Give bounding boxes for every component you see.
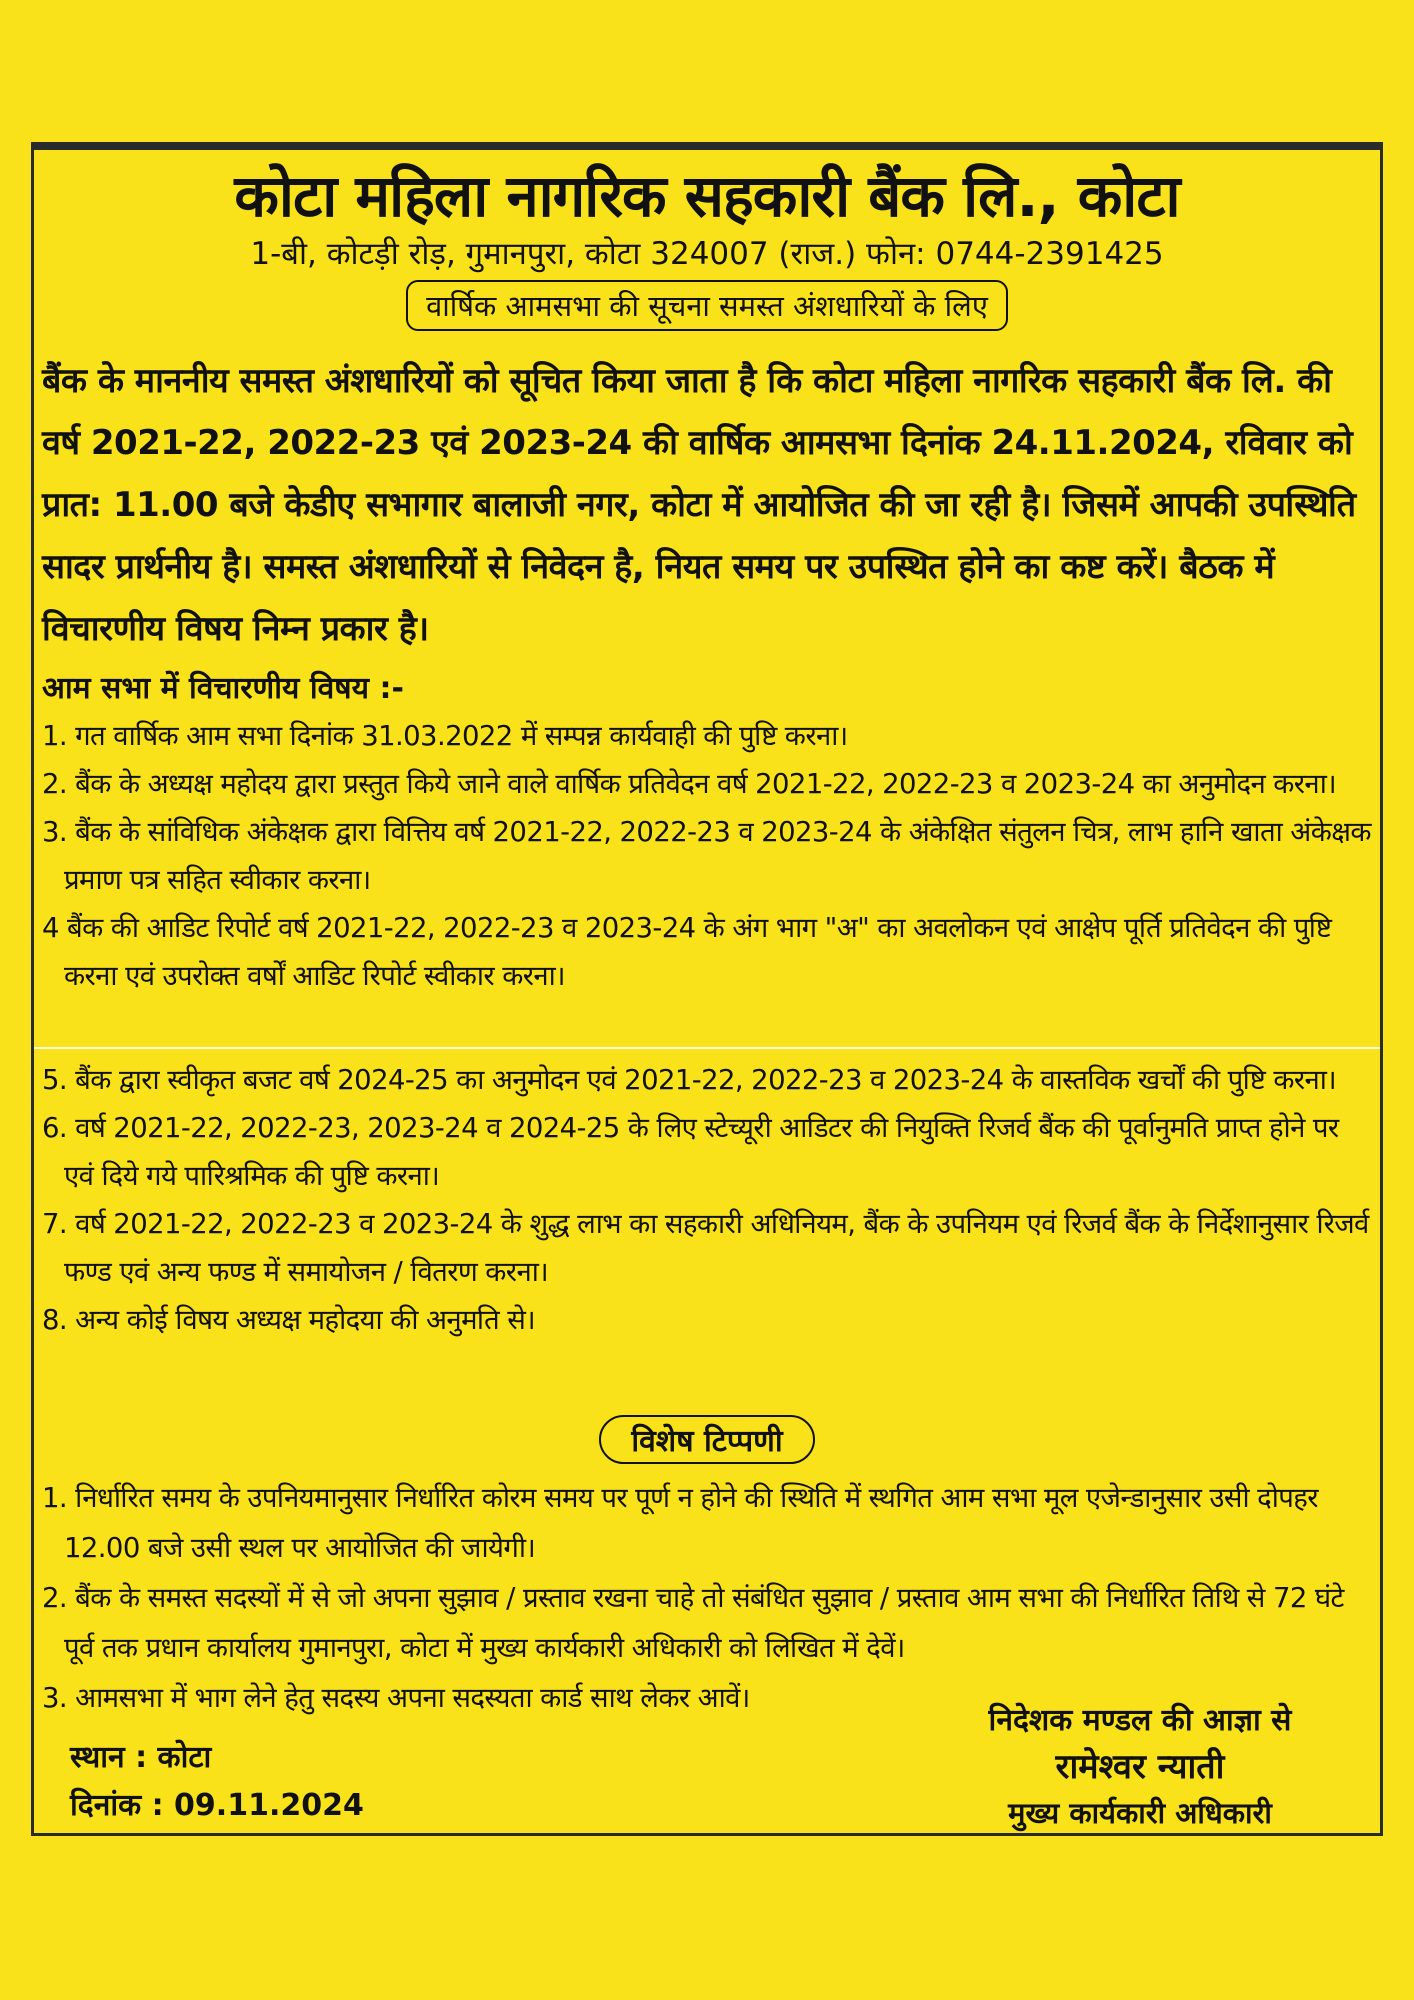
- signatory-designation: मुख्य कार्यकारी अधिकारी: [1008, 1796, 1272, 1830]
- bank-address: 1-बी, कोटड़ी रोड़, गुमानपुरा, कोटा 324007 (राज.) फोन: 0744-2391425: [250, 236, 1164, 272]
- bank-name-heading: कोटा महिला नागरिक सहकारी बैंक लि., कोटा: [234, 162, 1180, 230]
- special-notes-heading-wrap: [34, 1415, 1380, 1464]
- agenda-item: 3. बैंक के सांविधिक अंकेक्षक द्वारा वित्तिय वर्ष 2021-22, 2022-23 व 2023-24 के अंकेक्षित संतुलन चित्र, लाभ हानि खाता अंकेक्षक प्रमाण पत्र सहित स्वीकार करना।: [42, 816, 1371, 896]
- agenda-item: 8. अन्य कोई विषय अध्यक्ष महोदया की अनुमति से।: [42, 1304, 536, 1336]
- agenda-list-part-1: [40, 712, 1374, 1000]
- special-note-item: 1. निर्धारित समय के उपनियमानुसार निर्धारित कोरम समय पर पूर्ण न होने की स्थिति में स्थगित आम सभा मूल एजेन्डानुसार उसी दोपहर 12.00 बजे उसी स्थल पर आयोजित की जायेगी।: [42, 1482, 1318, 1564]
- agenda-item: 6. वर्ष 2021-22, 2022-23, 2023-24 व 2024-25 के लिए स्टेच्यूरी आडिटर की नियुक्ति रिजर्व बैंक की पूर्वानुमति प्राप्त होने पर एवं दिये गये पारिश्रमिक की पुष्टि करना।: [42, 1112, 1339, 1192]
- special-note-item: 3. आमसभा में भाग लेने हेतु सदस्य अपना सदस्यता कार्ड साथ लेकर आवें।: [42, 1682, 750, 1714]
- date-label: दिनांक : 09.11.2024: [70, 1788, 364, 1823]
- notice-title-wrap: [34, 280, 1380, 331]
- notice-panel: [31, 142, 1383, 1836]
- divider: [34, 1047, 1380, 1049]
- agenda-heading: आम सभा में विचारणीय विषय :-: [42, 671, 404, 706]
- agenda-item: 2. बैंक के अध्यक्ष महोदय द्वारा प्रस्तुत किये जाने वाले वार्षिक प्रतिवेदन वर्ष 2021-22, 2022-23 व 2023-24 का अनुमोदन करना।: [42, 768, 1337, 800]
- by-order-text: निदेशक मण्डल की आज्ञा से: [988, 1703, 1292, 1738]
- agenda-item: 5. बैंक द्वारा स्वीकृत बजट वर्ष 2024-25 का अनुमोदन एवं 2021-22, 2022-23 व 2023-24 के वास्तविक खर्चों की पुष्टि करना।: [42, 1064, 1337, 1096]
- signatory-name: रामेश्वर न्याती: [1055, 1747, 1225, 1787]
- special-notes-heading: विशेष टिप्पणी: [599, 1415, 814, 1464]
- special-notes-list: [40, 1473, 1374, 1723]
- agenda-item: 1. गत वार्षिक आम सभा दिनांक 31.03.2022 में सम्पन्न कार्यवाही की पुष्टि करना।: [42, 720, 848, 752]
- notice-title: वार्षिक आमसभा की सूचना समस्त अंशधारियों के लिए: [406, 280, 1008, 331]
- place-label: स्थान : कोटा: [70, 1740, 212, 1775]
- intro-paragraph: बैंक के माननीय समस्त अंशधारियों को सूचित किया जाता है कि कोटा महिला नागरिक सहकारी बैंक लि. की वर्ष 2021-22, 2022-23 एवं 2023-24 की वार्षिक आमसभा दिनांक 24.11.2024, रविवार को प्रात: 11.00 बजे केडीए सभागार बालाजी नगर, कोटा में आयोजित की जा रही है। जिसमें आपकी उपस्थिति सादर प्रार्थनीय है। समस्त अंशधारियों से निवेदन है, नियत समय पर उपस्थित होने का कष्ट करें। बैठक में विचारणीय विषय निम्न प्रकार है।: [42, 361, 1356, 649]
- signature-block: [930, 1698, 1350, 1836]
- special-note-item: 2. बैंक के समस्त सदस्यों में से जो अपना सुझाव / प्रस्ताव रखना चाहे तो संबंधित सुझाव / प्रस्ताव आम सभा की निर्धारित तिथि से 72 घंटे पूर्व तक प्रधान कार्यालय गुमानपुरा, कोटा में मुख्य कार्यकारी अधिकारी को लिखित में देवें।: [42, 1582, 1344, 1664]
- agenda-item: 4 बैंक की आडिट रिपोर्ट वर्ष 2021-22, 2022-23 व 2023-24 के अंग भाग "अ" का अवलोकन एवं आक्षेप पूर्ति प्रतिवेदन की पुष्टि करना एवं उपरोक्त वर्षों आडिट रिपोर्ट स्वीकार करना।: [42, 912, 1332, 992]
- agenda-list-part-2: [40, 1056, 1374, 1344]
- agenda-item: 7. वर्ष 2021-22, 2022-23 व 2023-24 के शुद्ध लाभ का सहकारी अधिनियम, बैंक के उपनियम एवं रिजर्व बैंक के निर्देशानुसार रिजर्व फण्ड एवं अन्य फण्ड में समायोजन / वितरण करना।: [42, 1208, 1369, 1288]
